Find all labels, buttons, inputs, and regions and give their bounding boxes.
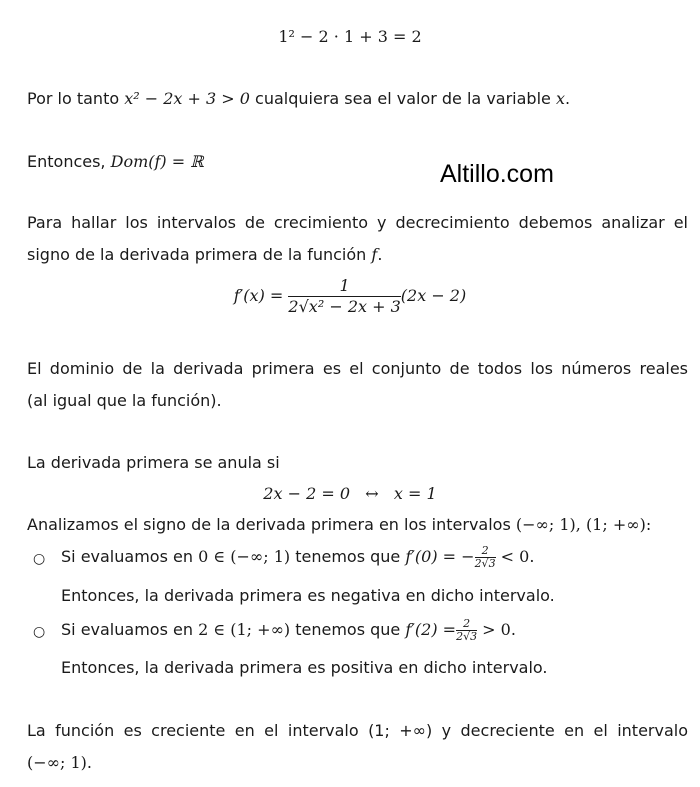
paragraph-analizamos [27,516,651,534]
text: Entonces, [27,152,111,171]
fraction [475,545,496,570]
paragraph-por-lo-tanto [27,90,570,108]
math-variable: f [371,245,378,264]
fraction-numerator: 2 [475,545,496,558]
math-variable: x [555,89,565,108]
fraction-numerator: 2 [456,618,477,631]
paragraph-para-hallar-line2 [27,246,382,264]
math-compare: > 0. [477,620,516,639]
math-membership: 2 ∈ (1; +∞) [198,620,291,639]
fraction [288,276,400,317]
bullet-item-1 [61,542,534,572]
paragraph-para-hallar-line1: Para hallar los intervalos de crecimiento y decrecimiento debemos analizar el [27,213,688,232]
paragraph-dominio-line1: El dominio de la derivada primera es el conjunto de todos los números reales [27,359,688,378]
text: tenemos que [290,547,406,566]
math-domain: Dom(f) = ℝ [110,152,204,171]
paragraph-anula: La derivada primera se anula si [27,453,280,472]
math-eval: f′(2) = [405,620,457,639]
coef: 2 [288,297,299,316]
paragraph-dominio-line2: (al igual que la función). [27,391,222,410]
fraction-denominator: 2√3 [474,557,496,570]
math-compare: < 0. [495,547,535,566]
text: Analizamos el signo de la derivada primera en los intervalos [27,515,516,534]
bullet-circle-icon: ○ [33,624,46,640]
math-membership: 0 ∈ (−∞; 1) [198,547,291,566]
text: . [564,89,571,108]
watermark-logo: Altillo.com [440,160,554,188]
math-lhs: f′(x) = [233,286,284,305]
radicand: x² − 2x + 3 [308,297,401,316]
fraction-numerator: 1 [288,276,400,297]
equation-derivative [0,276,700,317]
math-inequality: x² − 2x + 3 > 0 [124,89,250,108]
bullet-item-2-followup: Entonces, la derivada primera es positiva en dicho intervalo. [61,658,548,677]
bullet-item-1-followup: Entonces, la derivada primera es negativa en dicho intervalo. [61,586,555,605]
text: . [377,245,383,264]
text: Si evaluamos en [61,620,199,639]
paragraph-conclusion-line1: La función es creciente en el intervalo (1; +∞) y decreciente en el intervalo [27,721,688,740]
paragraph-entonces-dominio [27,153,204,171]
equation-anula: 2x − 2 = 0 ↔ x = 1 [263,484,437,503]
fraction-denominator: 2√x² − 2x + 3 [288,297,401,316]
bullet-circle-icon: ○ [33,551,46,567]
equation-evaluation: 1² − 2 · 1 + 3 = 2 [278,27,422,46]
text: tenemos que [290,620,406,639]
fraction-denominator: 2√3 [456,630,478,643]
text: Por lo tanto [27,89,125,108]
text: cualquiera sea el valor de la variable [249,89,556,108]
math-eval: f′(0) = − [405,547,475,566]
text: Si evaluamos en [61,547,199,566]
fraction [456,618,477,643]
math-intervals: (−∞; 1), (1; +∞): [515,515,652,534]
text: signo de la derivada primera de la función [27,245,372,264]
bullet-item-2 [61,615,516,645]
math-rhs: (2x − 2) [400,286,467,305]
paragraph-conclusion-line2: (−∞; 1). [27,753,92,772]
